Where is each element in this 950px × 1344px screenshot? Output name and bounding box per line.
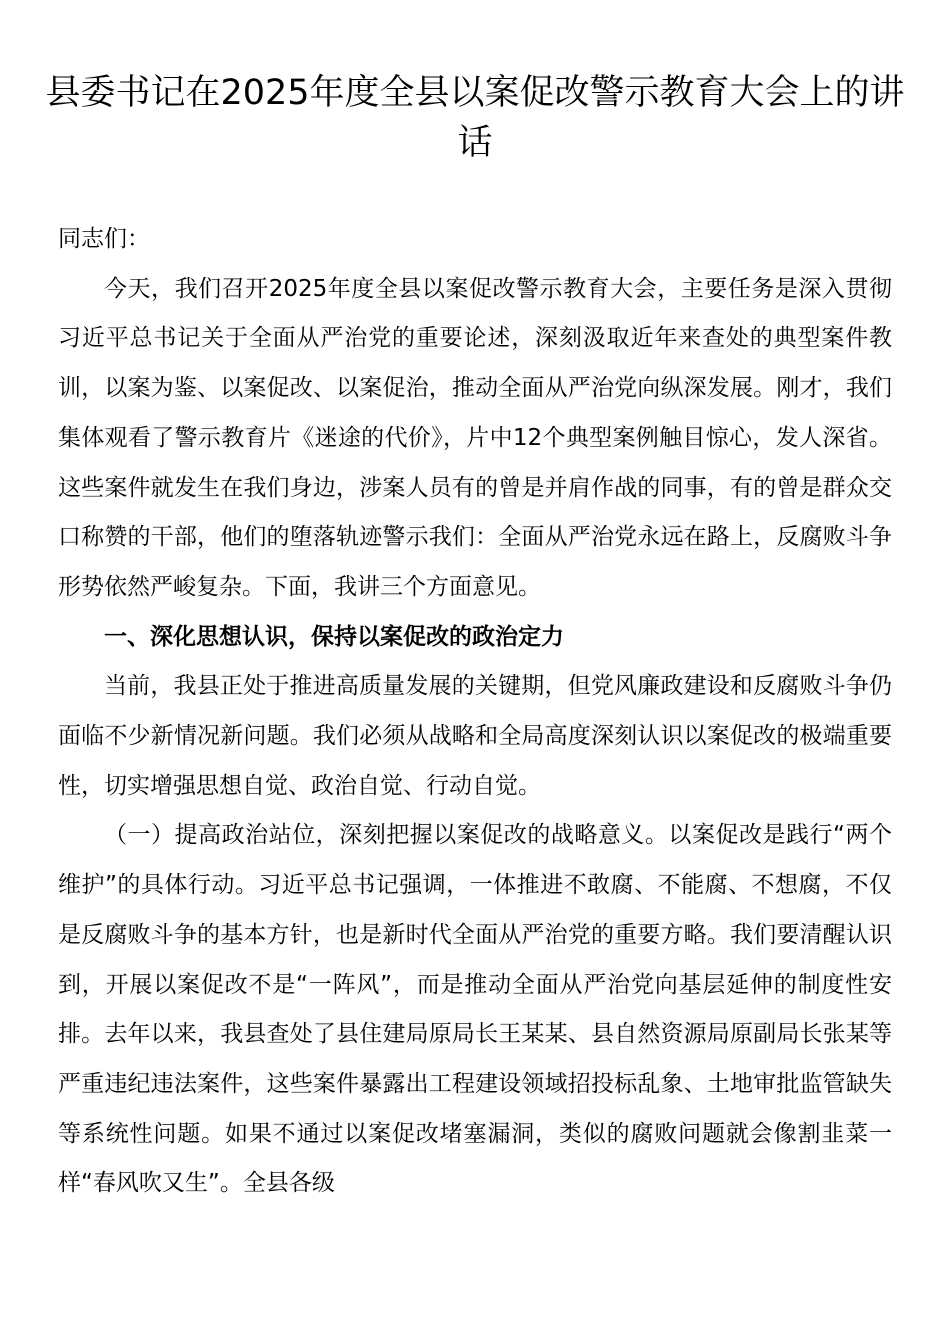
paragraph-intro: 今天，我们召开2025年度全县以案促改警示教育大会，主要任务是深入贯彻习近平总书记关于全面从严治党的重要论述，深刻汲取近年来查处的典型案件教训，以案为鉴、以案促改、以案促治，推动全面从严治党向纵深发展。刚才，我们集体观看了警示教育片《迷途的代价》，片中12个典型案例触目惊心，发人深省。这些案件就发生在我们身边，涉案人员有的曾是并肩作战的同事，有的曾是群众交口称赞的干部，他们的堕落轨迹警示我们：全面从严治党永远在路上，反腐败斗争形势依然严峻复杂。下面，我讲三个方面意见。 bbox=[58, 275, 892, 600]
document-title: 县委书记在2025年度全县以案促改警示教育大会上的讲话 bbox=[45, 73, 905, 163]
document-body bbox=[58, 215, 892, 1209]
section-heading-1: 一、深化思想认识，保持以案促改的政治定力 bbox=[104, 623, 564, 650]
greeting: 同志们： bbox=[58, 226, 150, 252]
paragraph-section-1: 当前，我县正处于推进高质量发展的关键期，但党风廉政建设和反腐败斗争仍面临不少新情况新问题。我们必须从战略和全局高度深刻认识以案促改的极端重要性，切实增强思想自觉、政治自觉、行动自觉。 bbox=[58, 673, 892, 799]
paragraph-subsection-1: （一）提高政治站位，深刻把握以案促改的战略意义。以案促改是践行“两个维护”的具体行动。习近平总书记强调，一体推进不敢腐、不能腐、不想腐，不仅是反腐败斗争的基本方针，也是新时代全面从严治党的重要方略。我们要清醒认识到，开展以案促改不是“一阵风”，而是推动全面从严治党向基层延伸的制度性安排。去年以来，我县查处了县住建局原局长王某某、县自然资源局原副局长张某等严重违纪违法案件，这些案件暴露出工程建设领域招投标乱象、土地审批监管缺失等系统性问题。如果不通过以案促改堵塞漏洞，类似的腐败问题就会像割韭菜一样“春风吹又生”。全县各级 bbox=[58, 822, 892, 1197]
